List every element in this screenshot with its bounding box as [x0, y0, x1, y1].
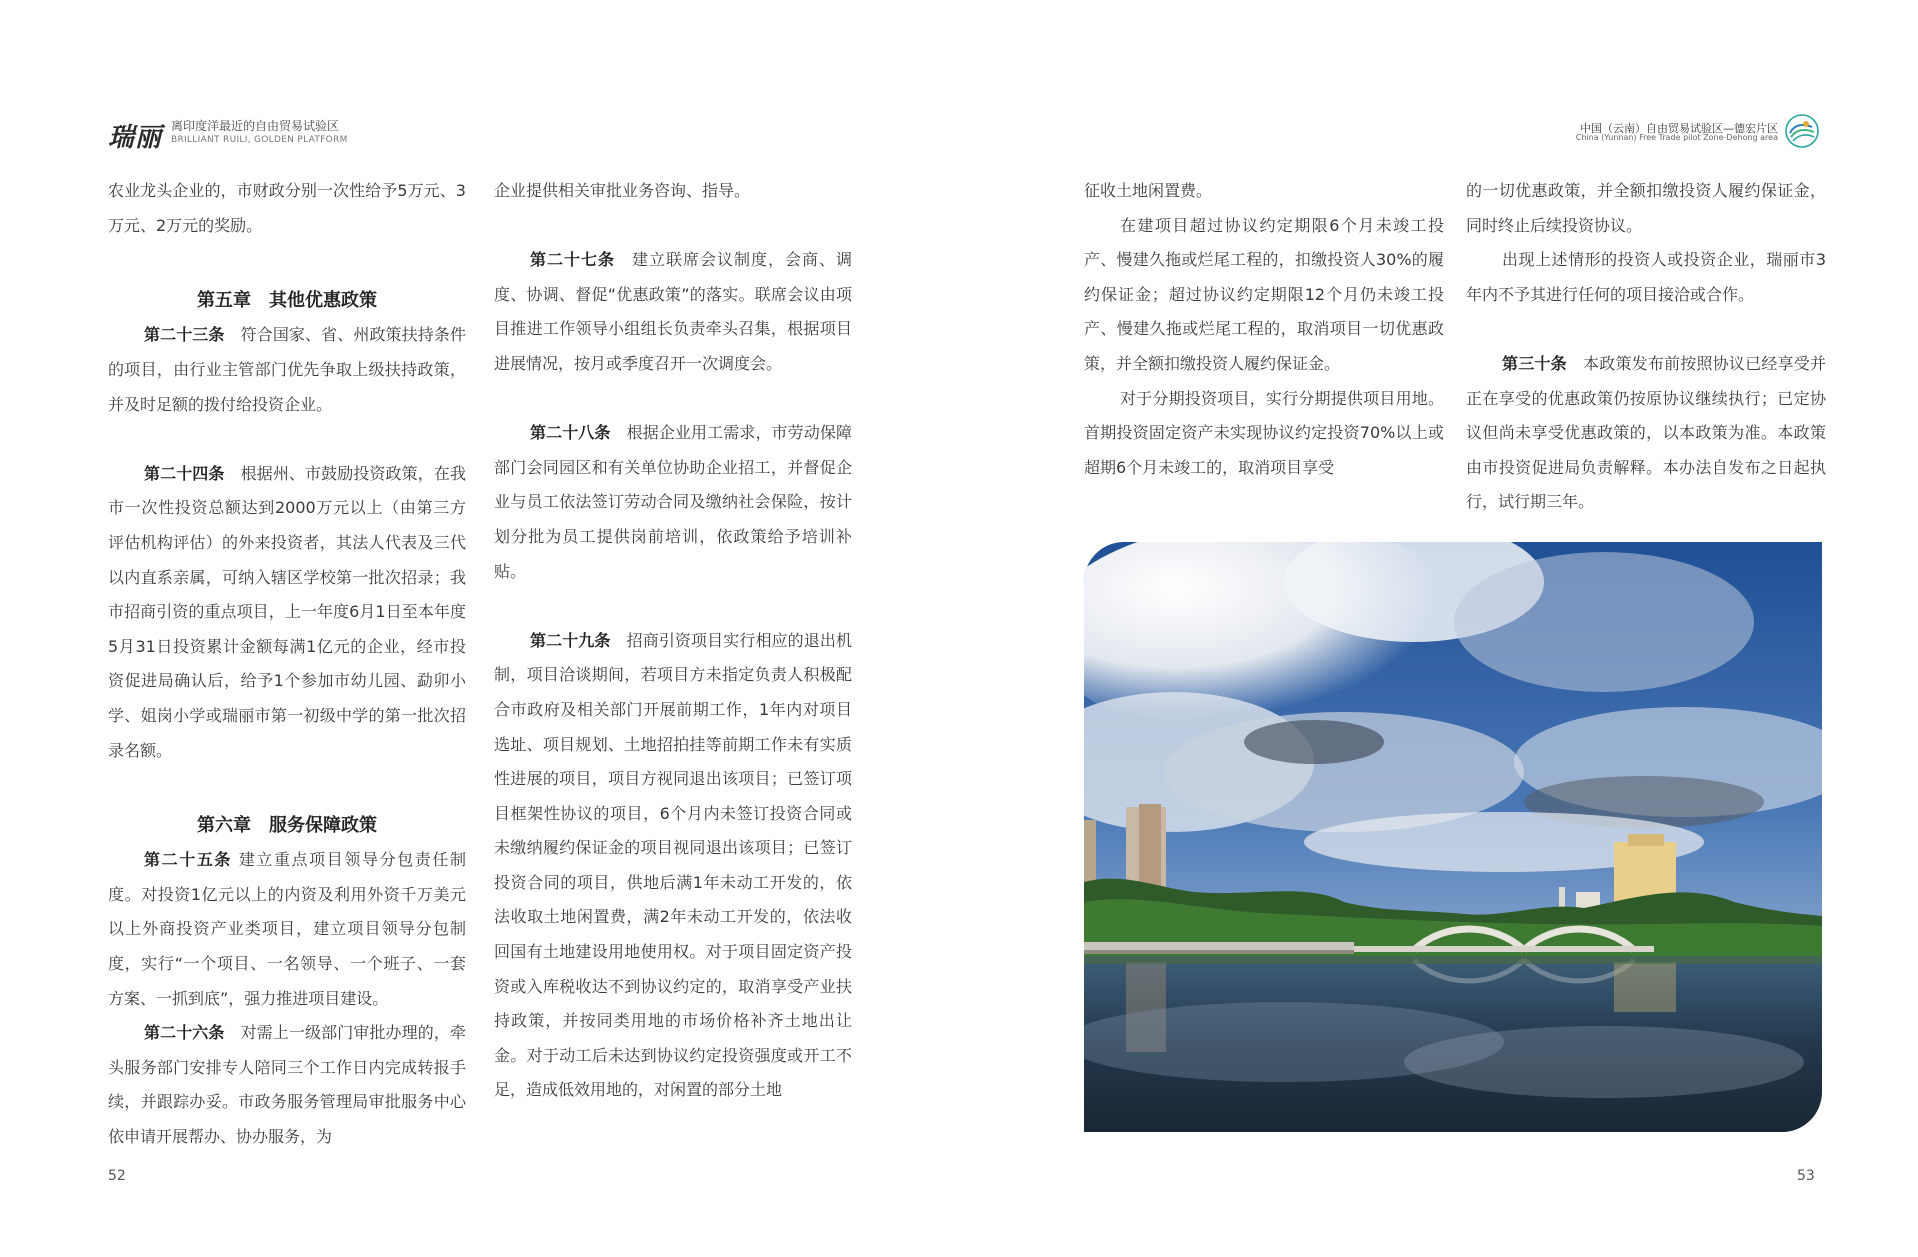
article-body: 根据企业用工需求，市劳动保障部门会同园区和有关单位协助企业招工，并督促企业与员工依法签订劳动合同及缴纳社会保险，按计划分批为员工提供岗前培训，依政策给予培训补贴。: [494, 423, 852, 581]
article-number: 第三十条: [1502, 353, 1567, 373]
header-subtitle-en: BRILLIANT RUILI, GOLDEN PLATFORM: [171, 135, 348, 145]
chapter-heading-6: 第六章 服务保障政策: [197, 814, 377, 836]
article-26: [108, 1016, 466, 1154]
paragraph: 在建项目超过协议约定期限6个月未竣工投产、慢建久拖或烂尾工程的，扣缴投资人30%的履约保证金；超过协议约定期限12个月仍未竣工投产、慢建久拖或烂尾工程的，取消项目一切优惠政策，并全额扣缴投资人履约保证金。: [1084, 215, 1444, 373]
header-right-title-cn: 中国（云南）自由贸易试验区—德宏片区: [1580, 122, 1778, 135]
chapter-heading-5: 第五章 其他优惠政策: [197, 289, 377, 311]
header-right-title-en: China (Yunnan) Free Trade pilot Zone-Dehong area: [1575, 133, 1778, 142]
article-30: [1466, 347, 1826, 520]
column-3: [1084, 174, 1444, 485]
article-number: 第二十五条: [144, 850, 233, 870]
column-4: [1466, 174, 1826, 520]
article-24: [108, 457, 466, 768]
article-body: 对需上一级部门审批办理的，牵头服务部门安排专人陪同三个工作日内完成转报手续，并跟踪办妥。市政务服务管理局审批服务中心依申请开展帮办、协办服务，为: [108, 1023, 466, 1147]
paragraph: 对于分期投资项目，实行分期提供项目用地。首期投资固定资产未实现协议约定投资70%以上或超期6个月未竣工的，取消项目享受: [1084, 388, 1444, 477]
paragraph: 出现上述情形的投资人或投资企业，瑞丽市3年内不予其进行任何的项目接洽或合作。: [1466, 250, 1826, 304]
article-number: 第二十六条: [144, 1023, 225, 1043]
article-body: 招商引资项目实行相应的退出机制，项目洽谈期间，若项目方未指定负责人积极配合市政府及相关部门开展前期工作，1年内对项目选址、项目规划、土地招拍挂等前期工作未有实质性进展的项目，项目方视同退出该项目；已签订项目框架性协议的项目，6个月内未签订投资合同或未缴纳履约保证金的项目视同退出该项目；已签订投资合同的项目，供地后满1年未动工开发的，依法收取土地闲置费，满2年未动工开发的，依法收回国有土地建设用地使用权。对于项目固定资产投资或入库税收达不到协议约定的，取消享受产业扶持政策，并按同类用地的市场价格补齐土地出让金。对于动工后未达到协议约定投资强度或开工不足，造成低效用地的，对闲置的部分土地: [494, 630, 852, 1100]
article-number: 第二十四条: [144, 463, 225, 483]
page-number-left: 52: [108, 1168, 126, 1184]
article-28: [494, 416, 852, 589]
column-1: [108, 174, 466, 1155]
article-number: 第二十三条: [144, 325, 225, 345]
article-body: 本政策发布前按照协议已经享受并正在享受的优惠政策仍按原协议继续执行；已定协议但尚未享受优惠政策的，以本政策为准。本政策由市投资促进局负责解释。本办法自发布之日起执行，试行期三年。: [1466, 353, 1826, 512]
paragraph: 征收土地闲置费。: [1084, 181, 1213, 200]
article-body: 建立重点项目领导分包责任制度。对投资1亿元以上的内资及利用外资千万美元以上外商投资产业类项目，建立项目领导分包制度，实行“一个项目、一名领导、一个班子、一套方案、一抓到底”，强力推进项目建设。: [108, 850, 466, 1008]
paragraph: 的一切优惠政策，并全额扣缴投资人履约保证金，同时终止后续投资协议。: [1466, 181, 1826, 235]
ftz-emblem-icon: [1784, 113, 1820, 149]
page-number-right: 53: [1797, 1168, 1815, 1184]
header-subtitle-cn: 离印度洋最近的自由贸易试验区: [171, 119, 340, 133]
article-25: [108, 843, 466, 1016]
article-number: 第二十八条: [530, 423, 611, 443]
article-body: 建立联席会议制度，会商、调度、协调、督促“优惠政策”的落实。联席会议由项目推进工作领导小组组长负责牵头召集，根据项目进展情况，按月或季度召开一次调度会。: [494, 250, 852, 373]
article-27: [494, 243, 852, 381]
lake-bridge-photo: [1084, 542, 1822, 1132]
article-number: 第二十九条: [530, 630, 611, 650]
article-23: [108, 318, 466, 422]
article-body: 符合国家、省、州政策扶持条件的项目，由行业主管部门优先争取上级扶持政策，并及时足额的拨付给投资企业。: [108, 325, 466, 414]
ruili-logo: 瑞丽: [108, 123, 163, 153]
paragraph: 农业龙头企业的，市财政分别一次性给予5万元、3万元、2万元的奖励。: [108, 181, 466, 235]
article-29: [494, 624, 852, 1108]
paragraph: 企业提供相关审批业务咨询、指导。: [494, 181, 751, 200]
article-body: 根据州、市鼓励投资政策，在我市一次性投资总额达到2000万元以上（由第三方评估机构评估）的外来投资者，其法人代表及三代以内直系亲属，可纳入辖区学校第一批次招录；我市招商引资的重点项目，上一年度6月1日至本年度5月31日投资累计金额每满1亿元的企业，经市投资促进局确认后，给予1个参加市幼儿园、勐卯小学、姐岗小学或瑞丽市第一初级中学的第一批次招录名额。: [108, 463, 466, 760]
column-2: [494, 174, 852, 1108]
article-number: 第二十七条: [530, 250, 615, 270]
